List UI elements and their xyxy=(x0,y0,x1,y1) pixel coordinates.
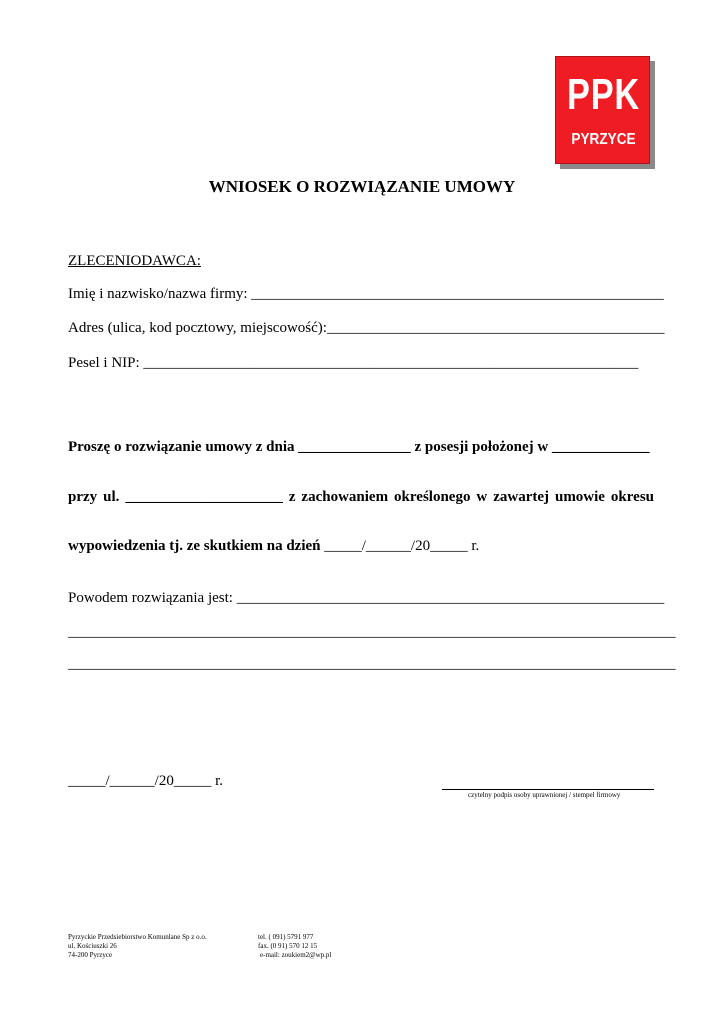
signature-line[interactable] xyxy=(442,789,654,790)
section-heading: ZLECENIODAWCA: xyxy=(68,253,201,269)
footer-email: e-mail: zoukiem2@wp.pl xyxy=(260,951,332,959)
address-field[interactable]: Adres (ulica, kod pocztowy, miejscowość):_____________________________________________ xyxy=(68,320,665,336)
request-line-3-text: wypowiedzenia tj. ze skutkiem na dzień xyxy=(68,538,321,554)
logo-sub-text: PYRZYCE xyxy=(571,131,636,148)
date-field[interactable]: _____/______/20_____ r. xyxy=(68,773,224,789)
ppk-logo xyxy=(555,56,650,164)
footer-tel: tel. ( 091) 5791 977 xyxy=(258,933,314,941)
footer-street: ul. Kościuszki 26 xyxy=(68,942,117,950)
reason-field[interactable]: Powodem rozwiązania jest: _________________________________________________________ xyxy=(68,590,665,606)
request-line-2[interactable]: przy ul. _____________________ z zachowaniem określonego w zawartej umowie okresu xyxy=(68,489,654,505)
footer-fax: fax. (0 91) 570 12 15 xyxy=(258,942,318,950)
request-line-3[interactable] xyxy=(68,538,479,555)
name-field[interactable]: Imię i nazwisko/nazwa firmy: _______________________________________________________ xyxy=(68,286,664,302)
signature-caption: czytelny podpis osoby uprawnionej / stempel firmowy xyxy=(468,791,621,799)
footer-company: Pyrzyckie Przedsiebiorstwo Komunlane Sp z o.o. xyxy=(68,933,207,941)
footer-city: 74-200 Pyrzyce xyxy=(68,951,113,959)
request-line-1[interactable]: Proszę o rozwiązanie umowy z dnia _______________ z posesji położonej w _____________ xyxy=(68,439,650,455)
reason-line-3[interactable]: _________________________________________________________________________________ xyxy=(68,656,676,672)
logo-main-text: PPK xyxy=(567,70,640,119)
document-title: WNIOSEK O ROZWIĄZANIE UMOWY xyxy=(208,177,516,196)
pesel-nip-field[interactable]: Pesel i NIP: __________________________________________________________________ xyxy=(68,355,639,371)
effective-date-field[interactable]: _____/______/20_____ r. xyxy=(320,538,480,554)
reason-line-2[interactable]: _________________________________________________________________________________ xyxy=(68,624,676,640)
